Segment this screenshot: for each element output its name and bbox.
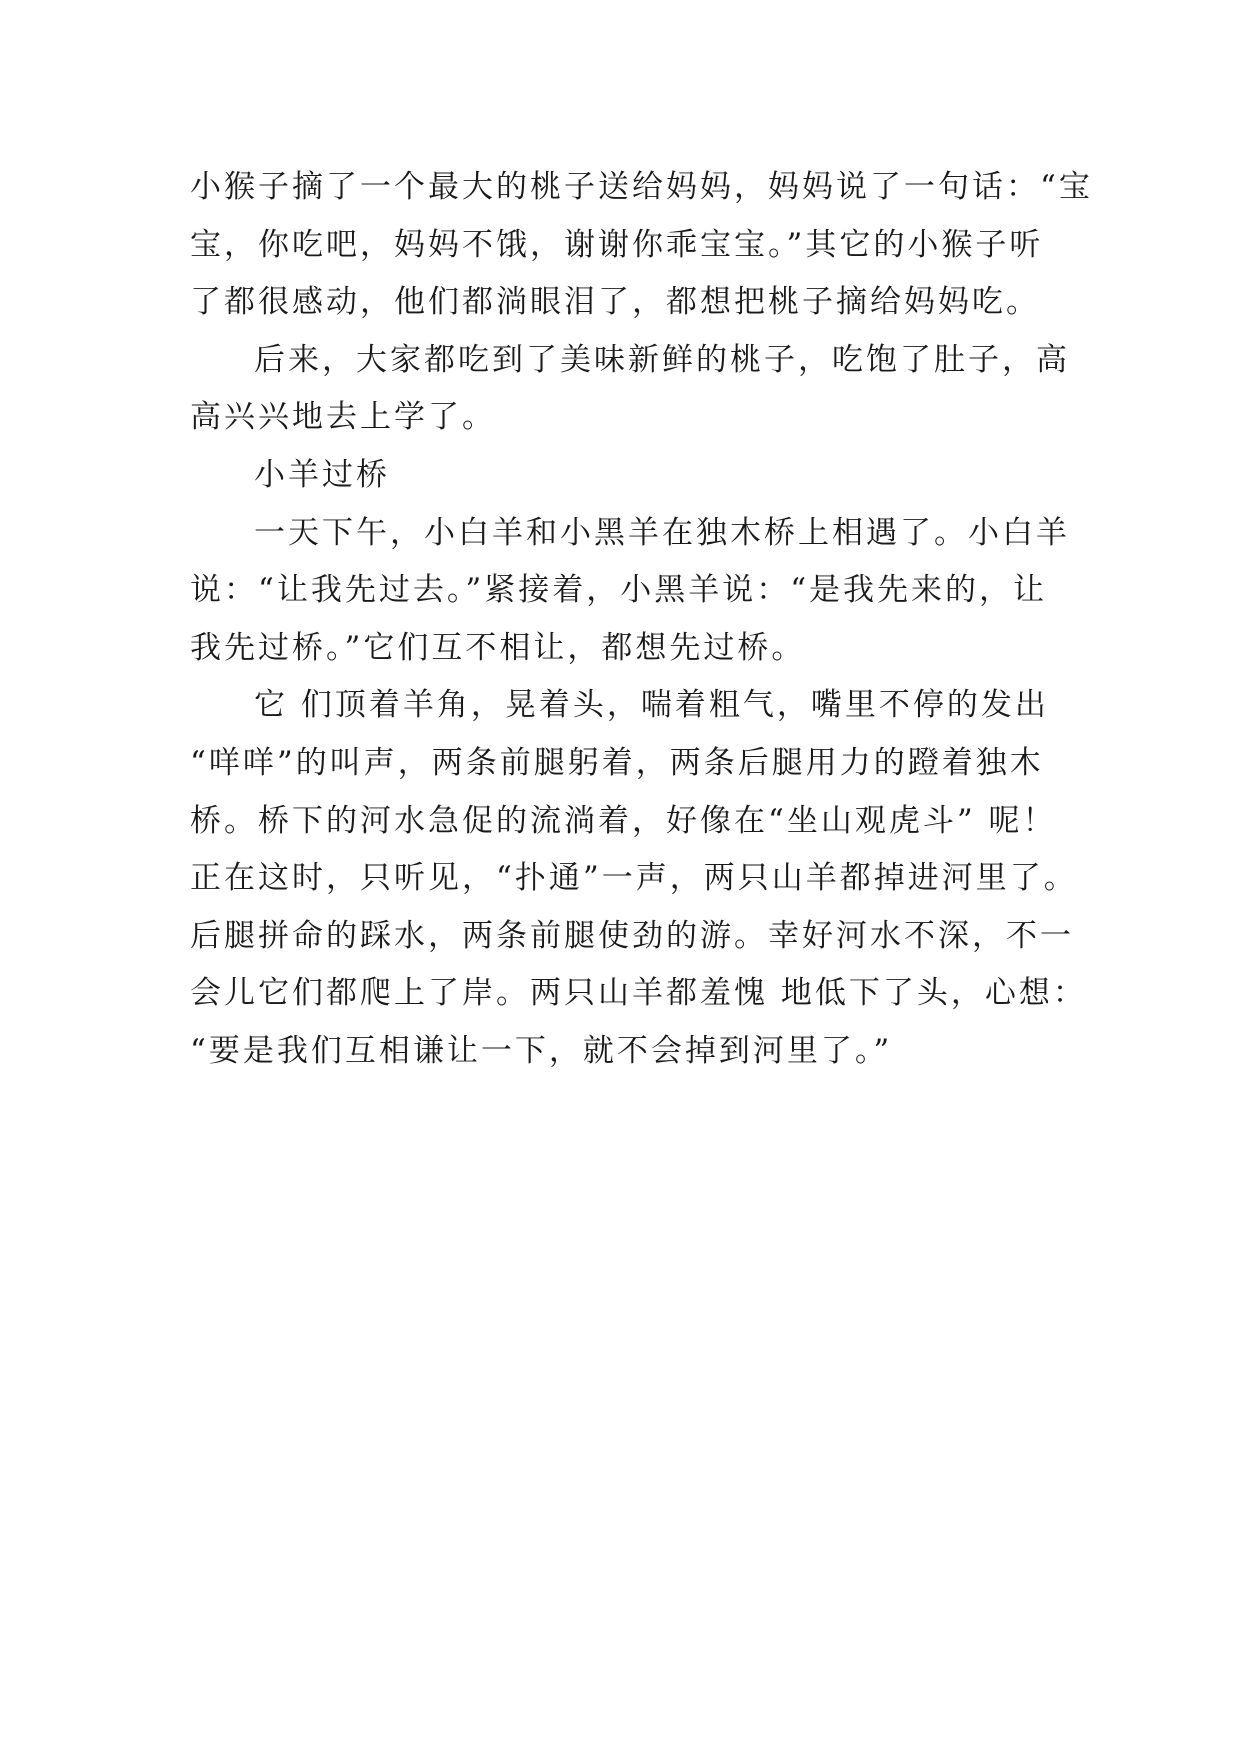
text-line: 我先过桥。”它们互不相让，都想先过桥。 xyxy=(190,630,806,666)
text-line: 小猴子摘了一个最大的桃子送给妈妈，妈妈说了一句话：“宝 xyxy=(190,169,1093,205)
text-line: “咩咩”的叫声，两条前腿躬着，两条后腿用力的蹬着独木 xyxy=(190,745,1044,781)
text-line: 桥。桥下的河水急促的流淌着，好像在“坐山观虎斗” 呢！ xyxy=(190,803,1057,839)
text-line: 后来，大家都吃到了美味新鲜的桃子，吃饱了肚子，高 xyxy=(254,342,1070,378)
text-line: “要是我们互相谦让一下，就不会掉到河里了。” xyxy=(190,1033,893,1069)
text-line: 高兴兴地去上学了。 xyxy=(190,399,496,435)
text-line: 宝，你吃吧，妈妈不饿，谢谢你乖宝宝。”其它的小猴子听 xyxy=(190,227,1044,263)
text-line: 会儿它们都爬上了岸。两只山羊都羞愧 地低下了头，心想： xyxy=(190,975,1087,1011)
text-line: 一天下午，小白羊和小黑羊在独木桥上相遇了。小白羊 xyxy=(254,515,1070,551)
text-line: 它 们顶着羊角，晃着头，喘着粗气，嘴里不停的发出 xyxy=(254,687,1049,723)
text-line: 了都很感动，他们都淌眼泪了，都想把桃子摘给妈妈吃。 xyxy=(190,284,1040,320)
text-line: 正在这时，只听见，“扑通”一声，两只山羊都掉进河里了。 xyxy=(190,860,1078,896)
text-line: 说：“让我先过去。”紧接着，小黑羊说：“是我先来的，让 xyxy=(190,572,1048,608)
text-line: 后腿拼命的踩水，两条前腿使劲的游。幸好河水不深，不一 xyxy=(190,918,1074,954)
section-title: 小羊过桥 xyxy=(254,457,390,493)
